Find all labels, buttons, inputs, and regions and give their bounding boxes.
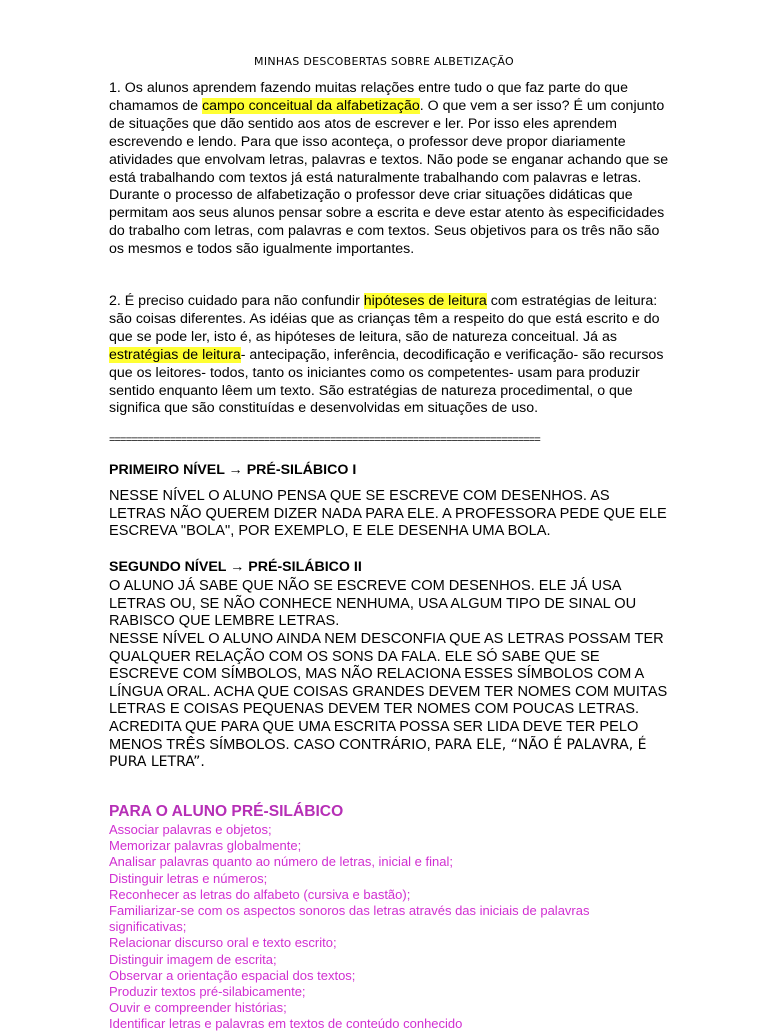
paragraph-1-text-end: . O que vem a ser isso? É um conjunto de situações que dão sentido aos atos de escrever e ler. Por isso eles aprendem escrevendo e lendo. Para que isso aconteça, o professor deve propor diariamente atividades que envolvam letras, palavras e textos. Não pode se enganar achando que se está trabalhando com textos já está naturalmente trabalhando com palavras e letras. Durante o processo de alfabetização o professor deve criar situações didáticas que permitam aos seus alunos pensar sobre a escrita e deve estar atento às especificidades do trabalho com letras, com palavras e com textos. Seus objetivos para os três não são os mesmos e todos são igualmente importantes. [109, 97, 669, 258]
paragraph-1-text-start: 1. Os alunos aprendem fazendo muitas relações entre tudo o que faz parte do que chamamos de [109, 80, 628, 114]
paragraph-2-text-end: - antecipação, inferência, decodificação e verificação- são recursos que os leitores- todos, tanto os iniciantes como os competentes- usam para produzir sentido enquanto lêem um texto. São estratégias de natureza procedimental, o que significa que são constituídas e desenvolvidas em situações de uso. [109, 346, 664, 417]
highlight-campo-conceitual: campo conceitual da alfabetização [202, 97, 420, 114]
paragraph-1 [109, 80, 669, 259]
list-item: Familiarizar-se com os aspectos sonoros das letras através das iniciais de palavras significativas; [109, 903, 590, 935]
objectives-list [109, 822, 669, 1033]
list-item: Associar palavras e objetos; [109, 822, 272, 837]
level-2-text-2-tail: RA ELE, “NÃO É PALAVRA, É PURA LETRA”. [109, 736, 647, 771]
level-2-text-1: O ALUNO JÁ SABE QUE NÃO SE ESCREVE COM DESENHOS. ELE JÁ USA LETRAS OU, SE NÃO CONHECE NENHUMA, USA ALGUM TIPO DE SINAL OU RABISCO QUE LEMBRE LETRAS. [109, 578, 637, 630]
list-item: Analisar palavras quanto ao número de letras, inicial e final; [109, 854, 453, 870]
list-item: Produzir textos pré-silabicamente; [109, 984, 306, 1000]
level-1-heading: PRIMEIRO NÍVEL → PRÉ-SILÁBICO I [109, 462, 357, 478]
paragraph-2-text-start: 2. É preciso cuidado para não confundir [109, 293, 364, 309]
level-2-heading: SEGUNDO NÍVEL → PRÉ-SILÁBICO II [109, 559, 362, 575]
list-item: Observar a orientação espacial dos textos; [109, 967, 356, 983]
document-title: MINHAS DESCOBERTAS SOBRE ALBETIZAÇÃO [254, 55, 514, 68]
paragraph-2-text-middle: com estratégias de leitura: são coisas diferentes. As idéias que as crianças têm a respeito do que está escrito e do que se pode ler, isto é, as hipóteses de leitura, são de natureza conceitual. Já as [109, 293, 660, 345]
highlight-estrategias-de-leitura: estratégias de leitura [109, 346, 241, 363]
paragraph-2 [109, 293, 669, 418]
list-item: Reconhecer as letras do alfabeto (cursiva e bastão); [109, 886, 411, 902]
highlight-hipoteses-de-leitura: hipóteses de leitura [363, 293, 487, 309]
list-item: Distinguir letras e números; [109, 870, 268, 886]
list-item: Memorizar palavras globalmente; [109, 838, 302, 854]
separator-line: ============================================================================== [109, 434, 540, 446]
level-1-text: NESSE NÍVEL O ALUNO PENSA QUE SE ESCREVE COM DESENHOS. AS LETRAS NÃO QUEREM DIZER NADA PARA ELE. A PROFESSORA PEDE QUE ELE ESCREVA "BOLA", POR EXEMPLO, E ELE DESENHA UMA BOLA. [109, 488, 667, 540]
list-item: Ouvir e compreender histórias; [109, 1000, 287, 1016]
level-2-text-2-main: NESSE NÍVEL O ALUNO AINDA NEM DESCONFIA QUE AS LETRAS POSSAM TER QUALQUER RELAÇÃO COM OS SONS DA FALA. ELE SÓ SABE QUE SE ESCREVE COM SÍMBOLOS, MAS NÃO RELACIONA ESSES SÍMBOLOS COM A LÍNGUA ORAL. ACHA QUE COISAS GRANDES DEVEM TER NOMES COM MUITAS LETRAS E COISAS PEQUENAS DEVEM TER NOMES COM POUCAS LETRAS. ACREDITA QUE PARA QUE UMA ESCRITA POSSA SER LIDA DEVE TER PELO MENOS TRÊS SÍMBOLOS. CASO CONTRÁRIO, PA [109, 631, 668, 753]
list-item: Distinguir imagem de escrita; [109, 951, 277, 967]
list-item: Relacionar discurso oral e texto escrito; [109, 935, 337, 951]
level-2-text-2 [109, 631, 669, 772]
list-item: Identificar letras e palavras em textos de conteúdo conhecido [109, 1016, 463, 1032]
section-title: PARA O ALUNO PRÉ-SILÁBICO [109, 803, 344, 820]
